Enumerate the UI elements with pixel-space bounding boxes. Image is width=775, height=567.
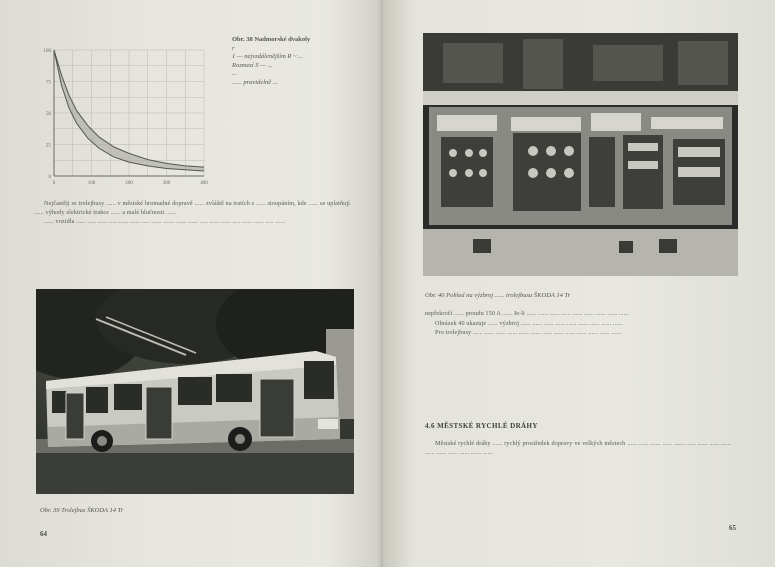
section-heading: 4.6 MĚSTSKÉ RYCHLÉ DRÁHY [425, 422, 538, 430]
y-tick-label: 100 [43, 49, 51, 54]
chart-caption-line: r [232, 44, 235, 52]
chart-caption-line: ...... pravidelně ... [232, 78, 278, 86]
y-tick-label: 0 [48, 175, 51, 180]
x-tick-label: 200 [125, 181, 133, 186]
paragraph: Obrázek 40 ukazuje ...... výzbroj ...... ...... ...... ...... ...... ...... ...... ...... ...... [435, 319, 623, 327]
right-body-text [425, 310, 731, 339]
chart-caption-line: 1 — nejvzdálenějším R ~ ... [232, 53, 304, 60]
y-tick-label: 25 [46, 143, 51, 149]
right-page [383, 0, 775, 567]
control-panel-photo [423, 33, 738, 276]
paragraph: nepřekročí ...... proudu 150 A ...... Je-li ...... ...... ...... ...... ...... ...... ...... ...... ...... [425, 310, 629, 317]
x-tick-label: 300 [162, 181, 171, 186]
paragraph: Městské rychlé dráhy ...... rychlý prostředek dopravy ve velkých městech ...... ...... ...... ...... ...... ...... ...... ...... ...... ...... ...... ...... ...... ...... ...... [425, 440, 731, 456]
chart-caption-line: ... [232, 70, 237, 77]
left-page [0, 0, 383, 567]
control-panel-photo-image [423, 33, 738, 276]
trolleybus-photo [36, 289, 354, 494]
paragraph: Pro trolejbusy ...... ...... ...... ...... ...... ...... ...... ...... ...... ...... ...... ...... ...... [435, 329, 622, 337]
decay-chart [30, 42, 215, 192]
y-tick-label: 75 [46, 80, 51, 86]
chart-caption-line: Obr. 38 Nadmorské dvakoly [232, 36, 311, 43]
x-tick-label: 400 [200, 181, 208, 186]
x-tick-label: 100 [87, 181, 96, 186]
y-tick-label: 50 [46, 112, 51, 117]
page-number-right: 65 [729, 524, 736, 532]
chart-caption [232, 36, 352, 87]
x-tick-label: 0 [52, 181, 56, 186]
panel-photo-caption: Obr. 40 Pohled na výzbroj ...... trolejbusu ŠKODA 14 Tr [425, 292, 571, 299]
bus-photo-caption: Obr. 39 Trolejbus ŠKODA 14 Tr [40, 507, 124, 514]
page-number-left: 64 [40, 530, 47, 538]
paragraph: Nejčastěji se trolejbusy ...... v městské hromadné dopravě ...... zvláště na tratích s ...... stoupáním, kde ...... se uplatňují ...... výhody elektrické trakce ...... a malé hlučnosti ...... [34, 200, 350, 216]
trolleybus-photo-image [36, 289, 354, 494]
left-body-text [34, 200, 350, 228]
chart-caption-line: Rozmezí S — ... [232, 61, 273, 69]
section-text [425, 440, 731, 458]
paragraph: ...... vozidla ...... ..... ...... ..... ...... ...... ..... ...... ....... ...... ...... ..... ...... ...... ..... ...... ...... ..... ...... [44, 218, 286, 226]
